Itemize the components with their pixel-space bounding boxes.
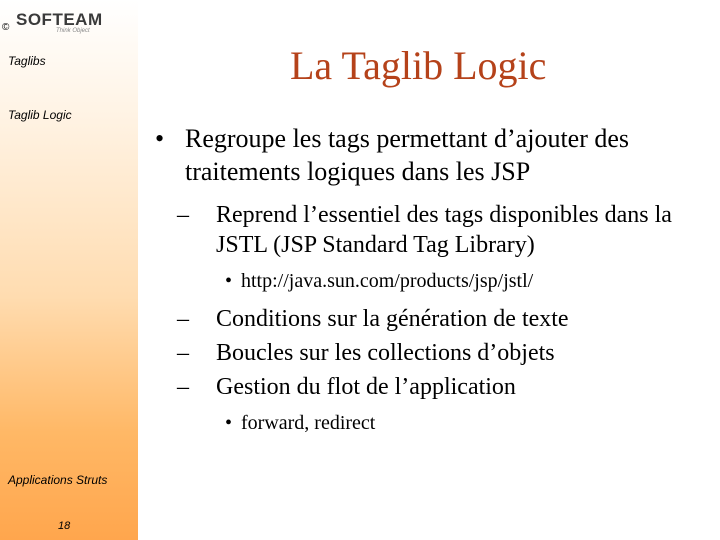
- copyright-symbol: ©: [2, 22, 10, 33]
- sidebar: [0, 0, 138, 540]
- logo-name: SOFTEAM: [16, 10, 103, 29]
- sidebar-footer: Applications Struts: [8, 473, 108, 487]
- sidebar-item-taglib-logic[interactable]: Taglib Logic: [8, 108, 72, 122]
- sub-bullet-text: Boucles sur les collections d’objets: [216, 340, 555, 366]
- dash-icon: –: [177, 202, 189, 228]
- jstl-link[interactable]: http://java.sun.com/products/jsp/jstl/: [241, 270, 534, 292]
- sub-bullet-text: Gestion du flot de l’application: [216, 374, 516, 400]
- softeam-logo: [2, 10, 103, 36]
- slide-title: La Taglib Logic: [290, 43, 547, 88]
- sub-bullet-item: [155, 200, 715, 260]
- dash-icon: –: [177, 306, 189, 332]
- bullet-item: [155, 122, 715, 188]
- sub-sub-bullet-item: [155, 268, 715, 294]
- logo-tagline: Think Object: [56, 28, 90, 34]
- page-number: 18: [58, 520, 71, 532]
- dash-icon: –: [177, 374, 189, 400]
- bullet-dot-icon: •: [225, 270, 233, 292]
- sub-sub-bullet-item: [155, 410, 715, 436]
- sub-bullet-text: Reprend l’essentiel des tags disponibles dans la JSTL (JSP Standard Tag Library): [216, 202, 672, 258]
- bullet-dot-icon: •: [155, 124, 165, 153]
- sidebar-item-taglibs[interactable]: Taglibs: [8, 54, 46, 68]
- sub-bullet-item: [155, 304, 715, 334]
- sub-bullet-item: [155, 372, 715, 402]
- sub-bullet-item: [155, 338, 715, 368]
- dash-icon: –: [177, 340, 189, 366]
- sub-bullet-text: Conditions sur la génération de texte: [216, 306, 569, 332]
- bullet-dot-icon: •: [225, 412, 233, 434]
- slide-content: [155, 122, 715, 446]
- sub-sub-bullet-text: forward, redirect: [241, 412, 376, 434]
- bullet-text: Regroupe les tags permettant d’ajouter des traitements logiques dans les JSP: [185, 124, 630, 186]
